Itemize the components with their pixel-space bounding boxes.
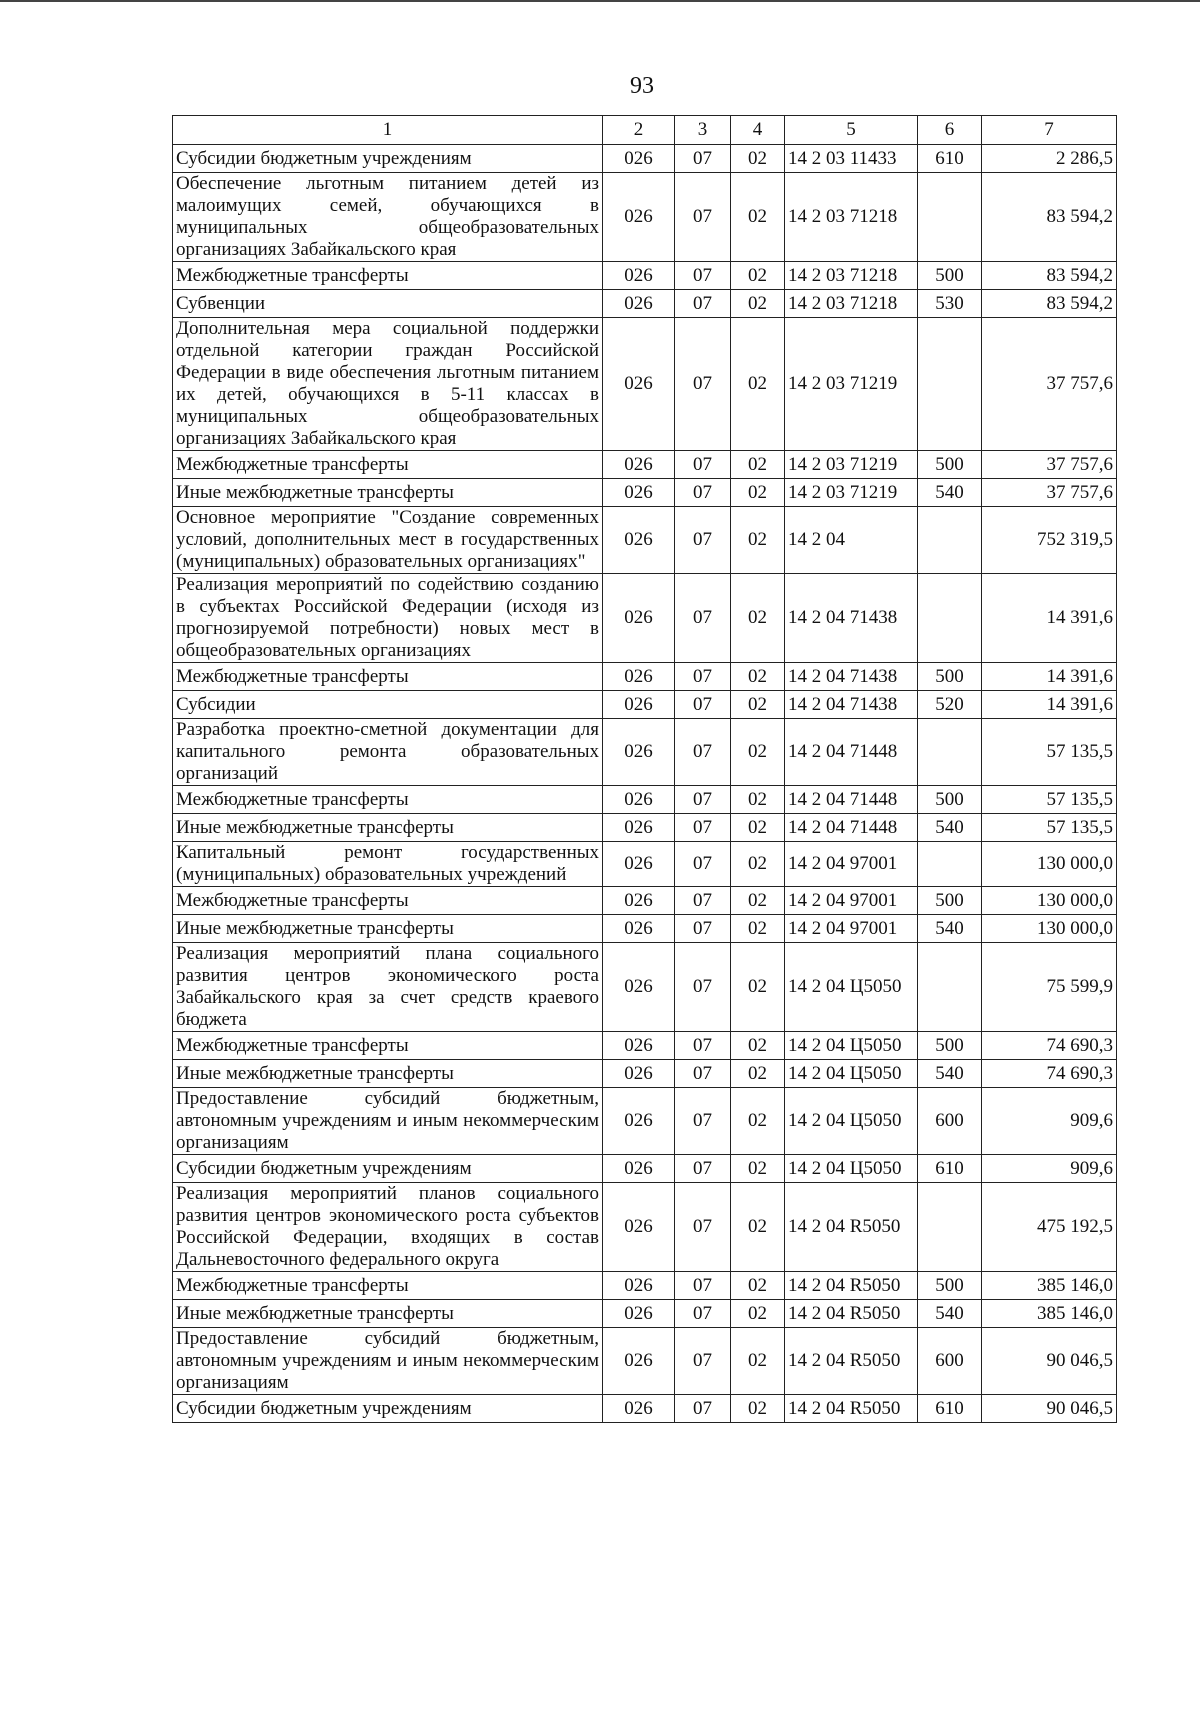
table-row (173, 507, 1117, 574)
table-row (173, 691, 1117, 719)
expense-type-cell: 610 (918, 1155, 982, 1183)
subsection-code-cell: 02 (731, 719, 785, 786)
ministry-code-cell: 026 (603, 1183, 675, 1272)
table-row (173, 1272, 1117, 1300)
ministry-code-cell: 026 (603, 1272, 675, 1300)
column-header: 1 (173, 116, 603, 145)
target-article-cell: 14 2 04 Ц5050 (785, 943, 918, 1032)
row-name-cell: Разработка проектно-сметной документации для капитального ремонта образовательных организаций (173, 719, 603, 786)
section-code-cell: 07 (675, 887, 731, 915)
amount-cell: 57 135,5 (982, 814, 1117, 842)
column-number-header-row (173, 116, 1117, 145)
row-name-cell: Предоставление субсидий бюджетным, автономным учреждениям и иным некоммерческим организациям (173, 1088, 603, 1155)
section-code-cell: 07 (675, 691, 731, 719)
target-article-cell: 14 2 03 71218 (785, 290, 918, 318)
subsection-code-cell: 02 (731, 318, 785, 451)
section-code-cell: 07 (675, 1155, 731, 1183)
expense-type-cell: 540 (918, 1060, 982, 1088)
amount-cell: 83 594,2 (982, 173, 1117, 262)
target-article-cell: 14 2 03 71218 (785, 173, 918, 262)
expense-type-cell: 520 (918, 691, 982, 719)
table-row (173, 173, 1117, 262)
table-row (173, 262, 1117, 290)
ministry-code-cell: 026 (603, 943, 675, 1032)
amount-cell: 14 391,6 (982, 574, 1117, 663)
subsection-code-cell: 02 (731, 842, 785, 887)
subsection-code-cell: 02 (731, 173, 785, 262)
expense-type-cell (918, 842, 982, 887)
subsection-code-cell: 02 (731, 1060, 785, 1088)
ministry-code-cell: 026 (603, 842, 675, 887)
section-code-cell: 07 (675, 943, 731, 1032)
page-number: 93 (630, 73, 654, 99)
table-row (173, 943, 1117, 1032)
table-row (173, 786, 1117, 814)
table-row (173, 719, 1117, 786)
column-header: 7 (982, 116, 1117, 145)
section-code-cell: 07 (675, 451, 731, 479)
table-row (173, 915, 1117, 943)
table-row (173, 1032, 1117, 1060)
subsection-code-cell: 02 (731, 1328, 785, 1395)
amount-cell: 37 757,6 (982, 451, 1117, 479)
target-article-cell: 14 2 04 R5050 (785, 1183, 918, 1272)
row-name-cell: Основное мероприятие "Создание современных условий, дополнительных мест в государственных (муниципальных) образовательных организациях" (173, 507, 603, 574)
ministry-code-cell: 026 (603, 1395, 675, 1423)
subsection-code-cell: 02 (731, 1183, 785, 1272)
section-code-cell: 07 (675, 1272, 731, 1300)
table-row (173, 318, 1117, 451)
target-article-cell: 14 2 04 71448 (785, 786, 918, 814)
table-row (173, 479, 1117, 507)
expense-type-cell: 540 (918, 814, 982, 842)
target-article-cell: 14 2 04 71448 (785, 719, 918, 786)
row-name-cell: Межбюджетные трансферты (173, 1032, 603, 1060)
ministry-code-cell: 026 (603, 1088, 675, 1155)
ministry-code-cell: 026 (603, 507, 675, 574)
amount-cell: 37 757,6 (982, 318, 1117, 451)
row-name-cell: Иные межбюджетные трансферты (173, 814, 603, 842)
subsection-code-cell: 02 (731, 915, 785, 943)
ministry-code-cell: 026 (603, 691, 675, 719)
row-name-cell: Иные межбюджетные трансферты (173, 479, 603, 507)
expense-type-cell (918, 318, 982, 451)
row-name-cell: Предоставление субсидий бюджетным, автономным учреждениям и иным некоммерческим организациям (173, 1328, 603, 1395)
section-code-cell: 07 (675, 1060, 731, 1088)
section-code-cell: 07 (675, 842, 731, 887)
target-article-cell: 14 2 04 Ц5050 (785, 1088, 918, 1155)
subsection-code-cell: 02 (731, 262, 785, 290)
expense-type-cell: 500 (918, 786, 982, 814)
amount-cell: 2 286,5 (982, 145, 1117, 173)
amount-cell: 57 135,5 (982, 719, 1117, 786)
subsection-code-cell: 02 (731, 479, 785, 507)
table-row (173, 1300, 1117, 1328)
expense-type-cell: 500 (918, 887, 982, 915)
row-name-cell: Межбюджетные трансферты (173, 262, 603, 290)
section-code-cell: 07 (675, 290, 731, 318)
target-article-cell: 14 2 03 71218 (785, 262, 918, 290)
section-code-cell: 07 (675, 1300, 731, 1328)
expense-type-cell: 500 (918, 451, 982, 479)
row-name-cell: Реализация мероприятий планов социального развития центров экономического роста субъектов Российской Федерации, входящих в состав Дальневосточного федерального округа (173, 1183, 603, 1272)
subsection-code-cell: 02 (731, 814, 785, 842)
expense-type-cell (918, 173, 982, 262)
ministry-code-cell: 026 (603, 262, 675, 290)
row-name-cell: Иные межбюджетные трансферты (173, 1060, 603, 1088)
amount-cell: 130 000,0 (982, 915, 1117, 943)
row-name-cell: Реализация мероприятий по содействию созданию в субъектах Российской Федерации (исходя из прогнозируемой потребности) новых мест в общеобразовательных организациях (173, 574, 603, 663)
expense-type-cell (918, 943, 982, 1032)
row-name-cell: Межбюджетные трансферты (173, 887, 603, 915)
ministry-code-cell: 026 (603, 814, 675, 842)
subsection-code-cell: 02 (731, 1032, 785, 1060)
expense-type-cell: 540 (918, 479, 982, 507)
row-name-cell: Иные межбюджетные трансферты (173, 915, 603, 943)
amount-cell: 909,6 (982, 1088, 1117, 1155)
amount-cell: 75 599,9 (982, 943, 1117, 1032)
amount-cell: 74 690,3 (982, 1060, 1117, 1088)
target-article-cell: 14 2 04 Ц5050 (785, 1060, 918, 1088)
section-code-cell: 07 (675, 1328, 731, 1395)
target-article-cell: 14 2 04 71438 (785, 574, 918, 663)
target-article-cell: 14 2 04 (785, 507, 918, 574)
column-header: 3 (675, 116, 731, 145)
ministry-code-cell: 026 (603, 318, 675, 451)
row-name-cell: Субсидии (173, 691, 603, 719)
row-name-cell: Субсидии бюджетным учреждениям (173, 1395, 603, 1423)
expense-type-cell: 600 (918, 1328, 982, 1395)
ministry-code-cell: 026 (603, 1060, 675, 1088)
subsection-code-cell: 02 (731, 1155, 785, 1183)
target-article-cell: 14 2 03 71219 (785, 451, 918, 479)
ministry-code-cell: 026 (603, 479, 675, 507)
section-code-cell: 07 (675, 814, 731, 842)
amount-cell: 385 146,0 (982, 1300, 1117, 1328)
table-row (173, 887, 1117, 915)
target-article-cell: 14 2 04 R5050 (785, 1395, 918, 1423)
table-row (173, 290, 1117, 318)
target-article-cell: 14 2 04 71438 (785, 663, 918, 691)
expense-type-cell: 600 (918, 1088, 982, 1155)
amount-cell: 57 135,5 (982, 786, 1117, 814)
budget-table (172, 115, 1117, 1423)
amount-cell: 14 391,6 (982, 663, 1117, 691)
section-code-cell: 07 (675, 1088, 731, 1155)
amount-cell: 130 000,0 (982, 887, 1117, 915)
subsection-code-cell: 02 (731, 1300, 785, 1328)
expense-type-cell (918, 574, 982, 663)
ministry-code-cell: 026 (603, 290, 675, 318)
expense-type-cell (918, 719, 982, 786)
section-code-cell: 07 (675, 507, 731, 574)
amount-cell: 752 319,5 (982, 507, 1117, 574)
subsection-code-cell: 02 (731, 290, 785, 318)
table-row (173, 1328, 1117, 1395)
target-article-cell: 14 2 04 71448 (785, 814, 918, 842)
subsection-code-cell: 02 (731, 574, 785, 663)
section-code-cell: 07 (675, 318, 731, 451)
row-name-cell: Капитальный ремонт государственных (муниципальных) образовательных учреждений (173, 842, 603, 887)
target-article-cell: 14 2 04 97001 (785, 887, 918, 915)
subsection-code-cell: 02 (731, 786, 785, 814)
expense-type-cell (918, 507, 982, 574)
row-name-cell: Межбюджетные трансферты (173, 451, 603, 479)
table-row (173, 1088, 1117, 1155)
column-header: 4 (731, 116, 785, 145)
expense-type-cell (918, 1183, 982, 1272)
table-row (173, 663, 1117, 691)
ministry-code-cell: 026 (603, 786, 675, 814)
expense-type-cell: 610 (918, 1395, 982, 1423)
subsection-code-cell: 02 (731, 451, 785, 479)
table-row (173, 814, 1117, 842)
expense-type-cell: 500 (918, 1272, 982, 1300)
amount-cell: 37 757,6 (982, 479, 1117, 507)
section-code-cell: 07 (675, 1183, 731, 1272)
subsection-code-cell: 02 (731, 691, 785, 719)
subsection-code-cell: 02 (731, 1395, 785, 1423)
ministry-code-cell: 026 (603, 887, 675, 915)
subsection-code-cell: 02 (731, 1272, 785, 1300)
amount-cell: 909,6 (982, 1155, 1117, 1183)
section-code-cell: 07 (675, 663, 731, 691)
expense-type-cell: 530 (918, 290, 982, 318)
row-name-cell: Межбюджетные трансферты (173, 1272, 603, 1300)
table-row (173, 574, 1117, 663)
table-row (173, 1060, 1117, 1088)
ministry-code-cell: 026 (603, 719, 675, 786)
section-code-cell: 07 (675, 1395, 731, 1423)
table-row (173, 145, 1117, 173)
amount-cell: 14 391,6 (982, 691, 1117, 719)
row-name-cell: Субвенции (173, 290, 603, 318)
row-name-cell: Субсидии бюджетным учреждениям (173, 1155, 603, 1183)
expense-type-cell: 500 (918, 1032, 982, 1060)
ministry-code-cell: 026 (603, 1155, 675, 1183)
ministry-code-cell: 026 (603, 451, 675, 479)
table-row (173, 451, 1117, 479)
target-article-cell: 14 2 04 97001 (785, 915, 918, 943)
row-name-cell: Дополнительная мера социальной поддержки отдельной категории граждан Российской Федерации в виде обеспечения льготным питанием их детей, обучающихся в 5-11 классах в муниципальных общеобразовательных организациях Забайкальского края (173, 318, 603, 451)
column-header: 5 (785, 116, 918, 145)
amount-cell: 385 146,0 (982, 1272, 1117, 1300)
row-name-cell: Межбюджетные трансферты (173, 663, 603, 691)
expense-type-cell: 610 (918, 145, 982, 173)
row-name-cell: Реализация мероприятий плана социального развития центров экономического роста Забайкальского края за счет средств краевого бюджета (173, 943, 603, 1032)
table-row (173, 1395, 1117, 1423)
expense-type-cell: 500 (918, 262, 982, 290)
subsection-code-cell: 02 (731, 663, 785, 691)
column-header: 2 (603, 116, 675, 145)
ministry-code-cell: 026 (603, 145, 675, 173)
section-code-cell: 07 (675, 574, 731, 663)
target-article-cell: 14 2 04 97001 (785, 842, 918, 887)
amount-cell: 74 690,3 (982, 1032, 1117, 1060)
expense-type-cell: 540 (918, 1300, 982, 1328)
row-name-cell: Субсидии бюджетным учреждениям (173, 145, 603, 173)
amount-cell: 83 594,2 (982, 262, 1117, 290)
subsection-code-cell: 02 (731, 1088, 785, 1155)
subsection-code-cell: 02 (731, 145, 785, 173)
expense-type-cell: 540 (918, 915, 982, 943)
target-article-cell: 14 2 03 71219 (785, 318, 918, 451)
expense-type-cell: 500 (918, 663, 982, 691)
target-article-cell: 14 2 03 71219 (785, 479, 918, 507)
section-code-cell: 07 (675, 479, 731, 507)
budget-table-body (173, 116, 1117, 1423)
target-article-cell: 14 2 03 11433 (785, 145, 918, 173)
row-name-cell: Межбюджетные трансферты (173, 786, 603, 814)
target-article-cell: 14 2 04 71438 (785, 691, 918, 719)
section-code-cell: 07 (675, 915, 731, 943)
subsection-code-cell: 02 (731, 887, 785, 915)
target-article-cell: 14 2 04 Ц5050 (785, 1032, 918, 1060)
section-code-cell: 07 (675, 145, 731, 173)
target-article-cell: 14 2 04 R5050 (785, 1300, 918, 1328)
subsection-code-cell: 02 (731, 507, 785, 574)
subsection-code-cell: 02 (731, 943, 785, 1032)
section-code-cell: 07 (675, 719, 731, 786)
amount-cell: 90 046,5 (982, 1395, 1117, 1423)
ministry-code-cell: 026 (603, 1300, 675, 1328)
amount-cell: 130 000,0 (982, 842, 1117, 887)
section-code-cell: 07 (675, 786, 731, 814)
column-header: 6 (918, 116, 982, 145)
ministry-code-cell: 026 (603, 1328, 675, 1395)
table-row (173, 1183, 1117, 1272)
target-article-cell: 14 2 04 Ц5050 (785, 1155, 918, 1183)
page-top-edge (0, 0, 1200, 2)
table-row (173, 1155, 1117, 1183)
target-article-cell: 14 2 04 R5050 (785, 1328, 918, 1395)
row-name-cell: Иные межбюджетные трансферты (173, 1300, 603, 1328)
section-code-cell: 07 (675, 1032, 731, 1060)
ministry-code-cell: 026 (603, 173, 675, 262)
ministry-code-cell: 026 (603, 663, 675, 691)
amount-cell: 83 594,2 (982, 290, 1117, 318)
amount-cell: 475 192,5 (982, 1183, 1117, 1272)
row-name-cell: Обеспечение льготным питанием детей из малоимущих семей, обучающихся в муниципальных общеобразовательных организациях Забайкальского края (173, 173, 603, 262)
ministry-code-cell: 026 (603, 574, 675, 663)
section-code-cell: 07 (675, 262, 731, 290)
ministry-code-cell: 026 (603, 915, 675, 943)
target-article-cell: 14 2 04 R5050 (785, 1272, 918, 1300)
ministry-code-cell: 026 (603, 1032, 675, 1060)
amount-cell: 90 046,5 (982, 1328, 1117, 1395)
section-code-cell: 07 (675, 173, 731, 262)
table-row (173, 842, 1117, 887)
